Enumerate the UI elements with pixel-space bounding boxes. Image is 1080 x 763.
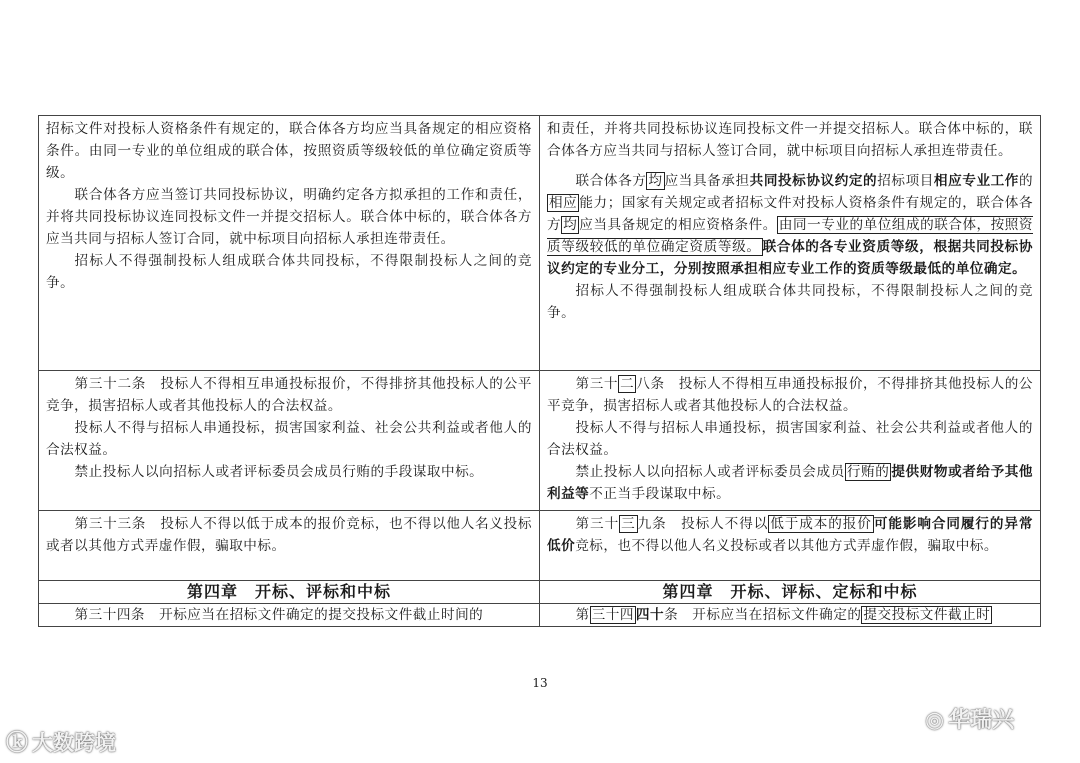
paragraph: 第 三十四 四十条 开标应当在招标文件确定的 提交投标文件截止时	[575, 607, 991, 623]
added-text: 联合体的各专业资质等级，根据共同投标协议约定的专业分工，分别按照承担相应专业工作的资质等级最低的单位确定。	[547, 239, 1033, 277]
watermark-text: 大数跨境	[32, 731, 117, 755]
table-row	[39, 604, 1041, 627]
new-text-cell	[540, 116, 1041, 371]
paragraph: 第三十 三 九条 投标人不得以 低于成本的报价 可能影响合同履行的异常低价竞标，也不得以他人名义投标或者以其他方式弄虚作假，骗取中标。	[547, 516, 1034, 554]
watermark-left	[6, 726, 116, 757]
deleted-text-box: 低于成本的报价	[770, 516, 872, 532]
paragraph: 联合体各方 均 应当具备承担共同投标协议约定的招标项目相应专业工作的相应 能力；国家有关规定或者招标文件对投标人资格条件有规定的，联合体各方 均 应当具备规定的相应资格条件。 由同一专业的单位组成的联合体，按照资质等级较低的单位确定资质等级。 联合体的各专业资质等级，根据共同投标协议约定的专业分工，分别按照承担相应专业工作的资质等级最低的单位确定。	[547, 173, 1034, 277]
added-text: 提供财物或者给予其他利益等	[547, 464, 1034, 502]
page-number: 13	[532, 676, 548, 690]
paragraph: 投标人不得与招标人串通投标，损害国家利益、社会公共利益或者他人的合法权益。	[46, 420, 532, 458]
brand-logo-icon: ⓚ	[6, 731, 29, 756]
watermark-right	[925, 703, 1014, 734]
deleted-text-box: 二	[620, 376, 635, 392]
paragraph: 和责任，并将共同投标协议连同投标文件一并提交招标人。联合体中标的，联合体各方应当共同与招标人签订合同，就中标项目向招标人承担连带责任。	[547, 121, 1033, 159]
watermark-text: 华瑞兴	[948, 708, 1015, 733]
deleted-text-box: 行贿的	[846, 464, 890, 480]
chapter-heading-row	[39, 581, 1041, 604]
wechat-icon: ◎	[925, 708, 945, 733]
deleted-text-box: 均	[563, 217, 578, 233]
chapter-heading-new: 第四章 开标、评标、定标和中标	[540, 581, 1041, 604]
deleted-text-box: 均	[648, 173, 663, 189]
chapter-heading-old: 第四章 开标、评标和中标	[39, 581, 540, 604]
new-text-cell	[540, 371, 1041, 511]
paragraph: 第三十二条 投标人不得相互串通投标报价，不得排挤其他投标人的公平竞争，损害招标人或者其他投标人的合法权益。	[46, 376, 532, 414]
table-row	[39, 511, 1041, 581]
old-text-cell	[39, 116, 540, 371]
comparison-table	[38, 115, 1041, 627]
paragraph: 招标文件对投标人资格条件有规定的，联合体各方均应当具备规定的相应资格条件。由同一专业的单位组成的联合体，按照资质等级较低的单位确定资质等级。	[46, 121, 532, 181]
paragraph: 投标人不得与招标人串通投标，损害国家利益、社会公共利益或者他人的合法权益。	[547, 420, 1033, 458]
paragraph: 招标人不得强制投标人组成联合体共同投标，不得限制投标人之间的竞争。	[547, 283, 1033, 321]
paragraph: 联合体各方应当签订共同投标协议，明确约定各方拟承担的工作和责任，并将共同投标协议连同投标文件一并提交招标人。联合体中标的，联合体各方应当共同与招标人签订合同，就中标项目向招标人承担连带责任。	[46, 187, 532, 247]
old-text-cell	[39, 604, 540, 627]
table-row	[39, 371, 1041, 511]
old-text-cell	[39, 371, 540, 511]
added-text: 共同投标协议约定的	[749, 173, 878, 189]
paragraph: 招标人不得强制投标人组成联合体共同投标，不得限制投标人之间的竞争。	[46, 253, 532, 291]
paragraph: 第三十三条 投标人不得以低于成本的报价竞标，也不得以他人名义投标或者以其他方式弄虚作假，骗取中标。	[46, 516, 532, 554]
table-row	[39, 116, 1041, 371]
deleted-text-box: 由同一专业的单位组成的联合体，按照资质等级较低的单位确定资质等级。	[547, 217, 1034, 255]
added-text: 四十	[635, 607, 665, 623]
old-text-cell	[39, 511, 540, 581]
new-text-cell	[540, 604, 1041, 627]
added-text: 可能影响合同履行的异常低价	[547, 516, 1034, 554]
deleted-text-box: 三十四	[591, 607, 634, 623]
paragraph: 禁止投标人以向招标人或者评标委员会成员行贿的手段谋取中标。	[74, 464, 484, 480]
added-text: 相应专业工作	[933, 173, 1019, 189]
deleted-text-box: 提交投标文件截止时	[863, 607, 991, 623]
new-text-cell	[540, 511, 1041, 581]
paragraph: 禁止投标人以向招标人或者评标委员会成员 行贿的 提供财物或者给予其他利益等不正当手段谋取中标。	[547, 464, 1034, 502]
deleted-text-box: 三	[621, 516, 636, 532]
paragraph: 第三十 二 八条 投标人不得相互串通投标报价，不得排挤其他投标人的公平竞争，损害招标人或者其他投标人的合法权益。	[547, 376, 1034, 414]
paragraph: 第三十四条 开标应当在招标文件确定的提交投标文件截止时间的	[74, 607, 484, 623]
deleted-text-box: 相应	[549, 195, 578, 211]
